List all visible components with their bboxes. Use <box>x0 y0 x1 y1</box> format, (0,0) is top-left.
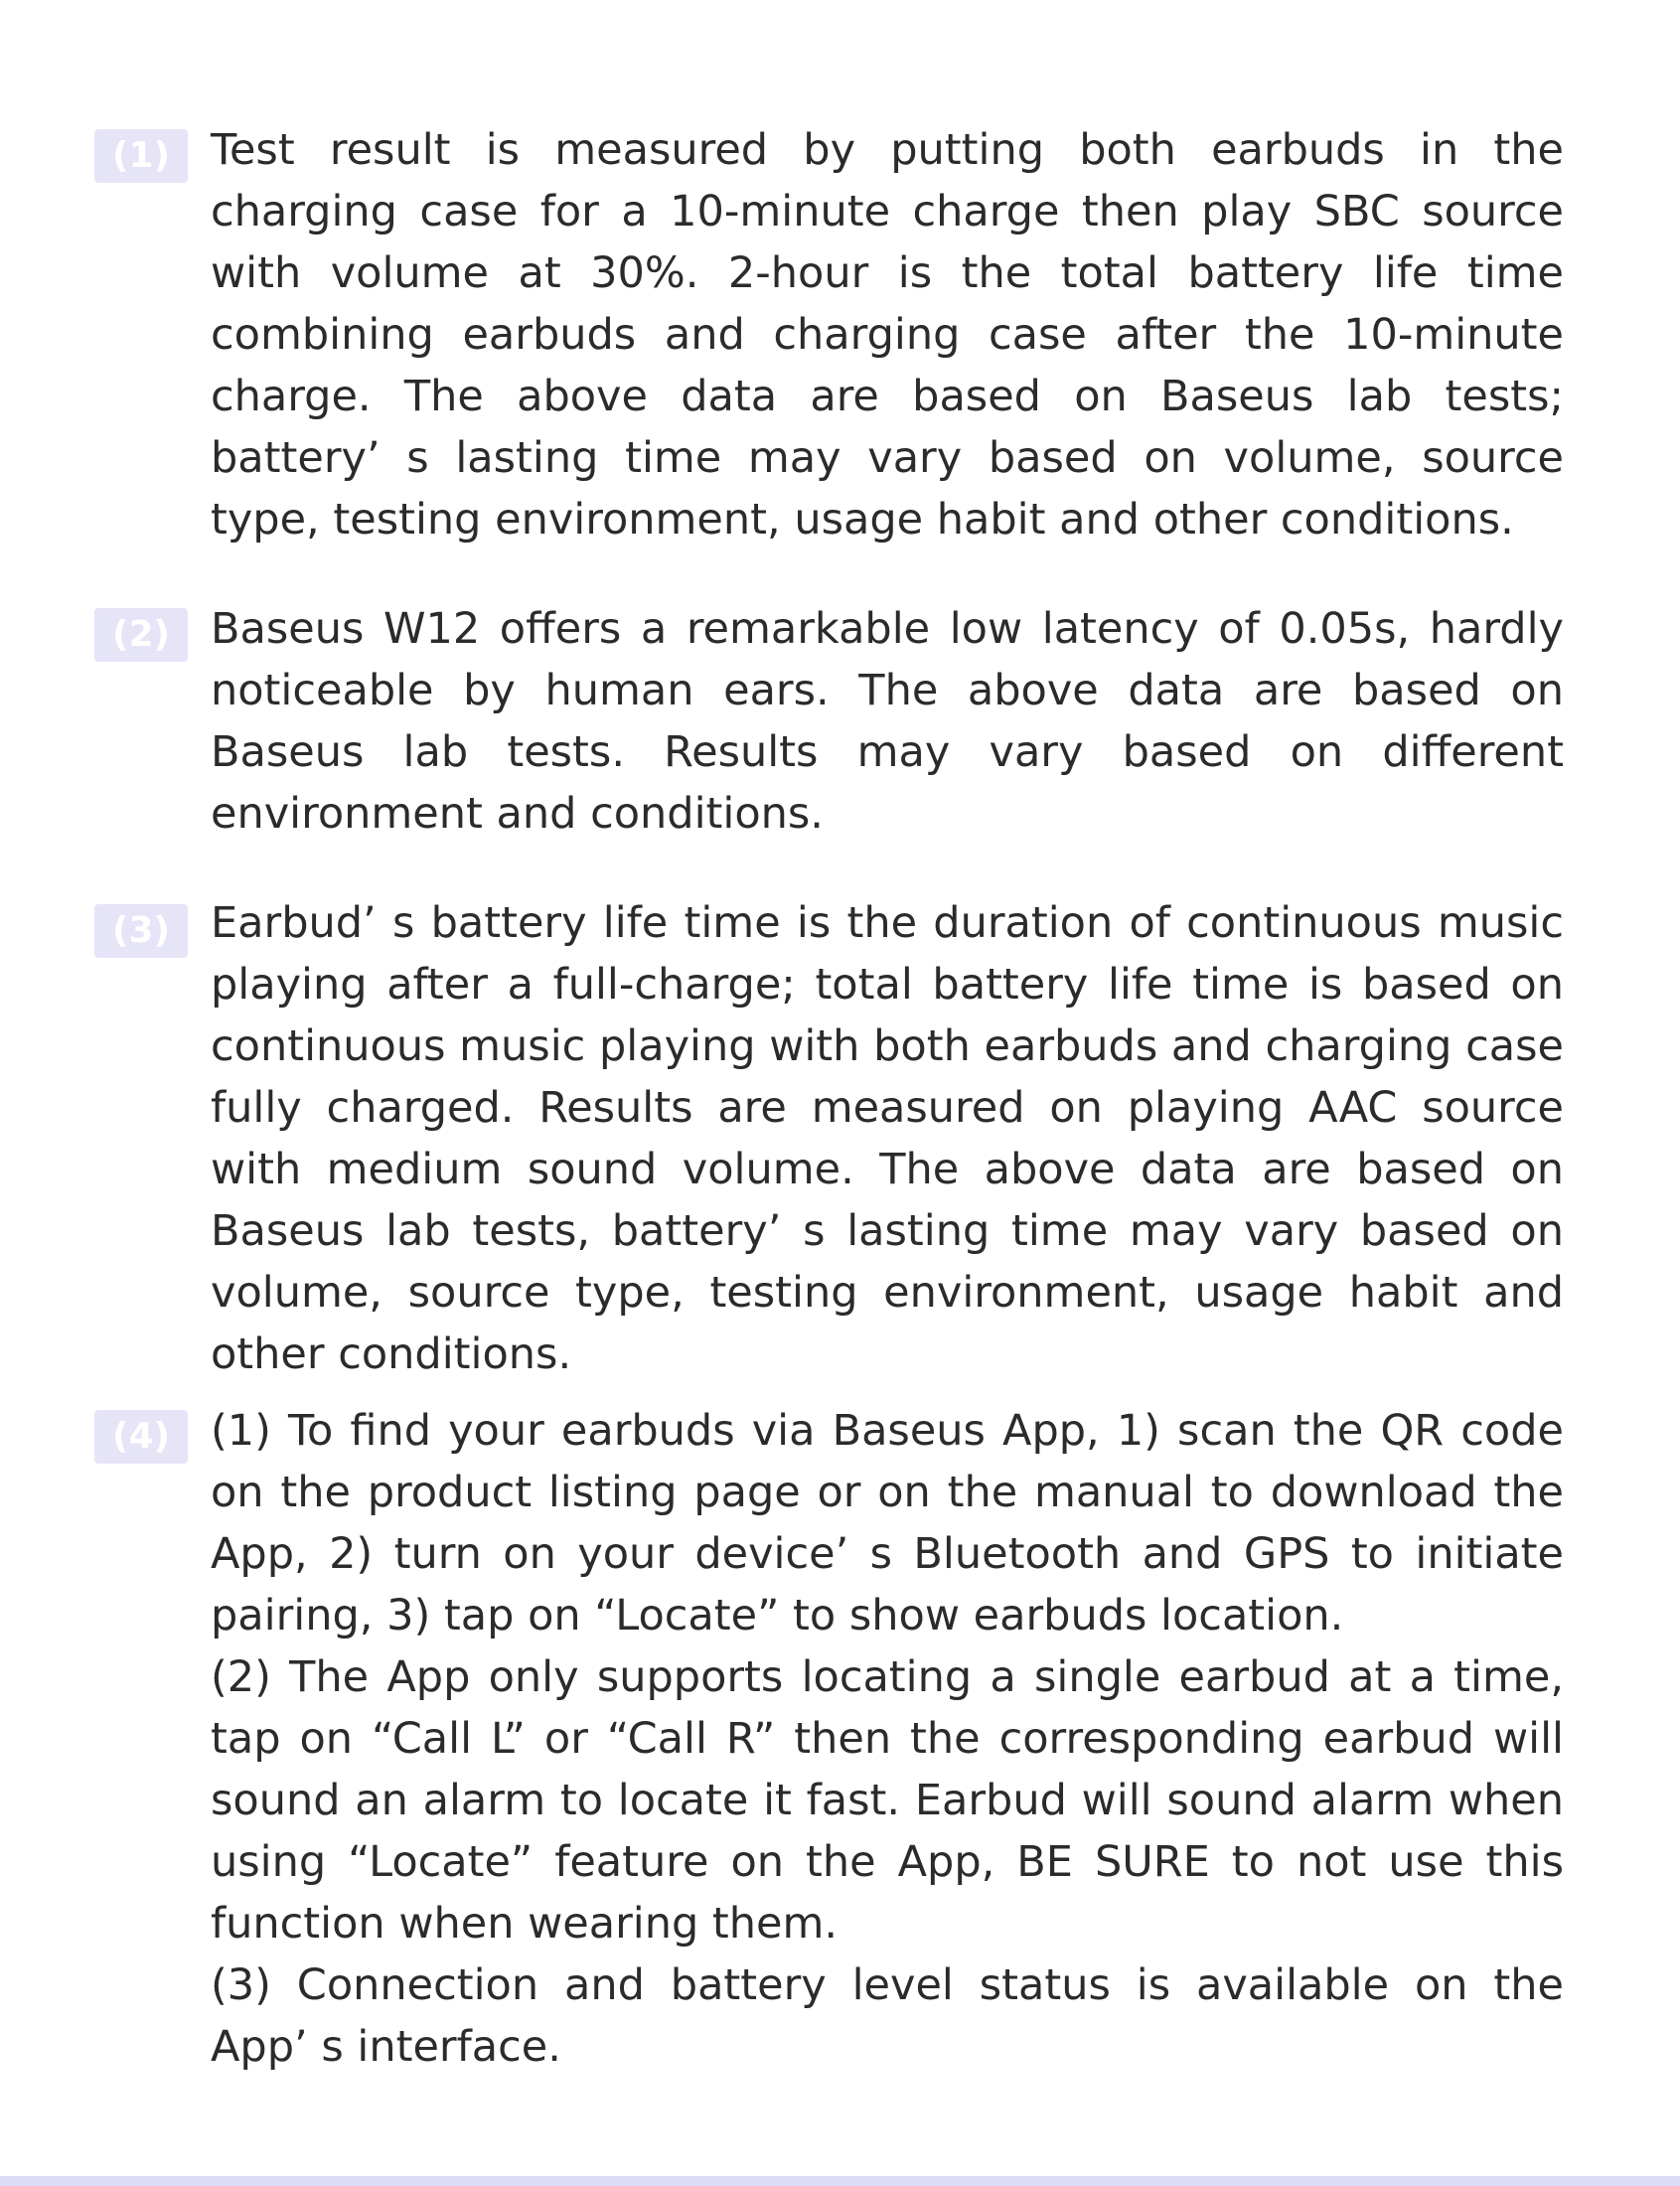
footnote-paragraph: (2) The App only supports locating a single earbud at a time, tap on “Call L” or “Call R” then the corresponding earbud will sound an alarm to locate it fast. Earbud will sound alarm when using “Locate” feature on the App, BE SURE to not use this function when wearing them. <box>211 1652 1564 1949</box>
footnote-paragraph: (3) Connection and battery level status is available on the App’ s interface. <box>211 1960 1564 2072</box>
footnote-paragraph: Baseus W12 offers a remarkable low latency of 0.05s, hardly noticeable by human ears. The above data are based on Baseus lab tests. Results may vary based on different environment and conditions. <box>211 604 1564 839</box>
footnote-marker: (3) <box>94 904 188 958</box>
footnote-marker: (1) <box>94 129 188 183</box>
footnote-paragraph: (1) To find your earbuds via Baseus App, 1) scan the QR code on the product listing page or on the manual to download the App, 2) turn on your device’ s Bluetooth and GPS to initiate pairing, 3) tap on “Locate” to show earbuds location. <box>211 1406 1564 1640</box>
footnote-text <box>211 892 1564 1385</box>
footnote-marker: (4) <box>94 1410 188 1464</box>
footnote-text <box>211 1400 1564 2078</box>
footnote-paragraph: Earbud’ s battery life time is the duration of continuous music playing after a full-charge; total battery life time is based on continuous music playing with both earbuds and charging case fully charged. Results are measured on playing AAC source with medium sound volume. The above data are based on Baseus lab tests, battery’ s lasting time may vary based on volume, source type, testing environment, usage habit and other conditions. <box>211 898 1564 1379</box>
bottom-rule <box>0 2176 1680 2186</box>
footnote-text <box>211 119 1564 550</box>
footnote-paragraph: Test result is measured by putting both earbuds in the charging case for a 10-minute charge then play SBC source with volume at 30%. 2-hour is the total battery life time combining earbuds and charging case after the 10-minute charge. The above data are based on Baseus lab tests; battery’ s lasting time may vary based on volume, source type, testing environment, usage habit and other conditions. <box>211 125 1564 545</box>
footnote-marker: (2) <box>94 608 188 662</box>
footnote-text <box>211 598 1564 845</box>
